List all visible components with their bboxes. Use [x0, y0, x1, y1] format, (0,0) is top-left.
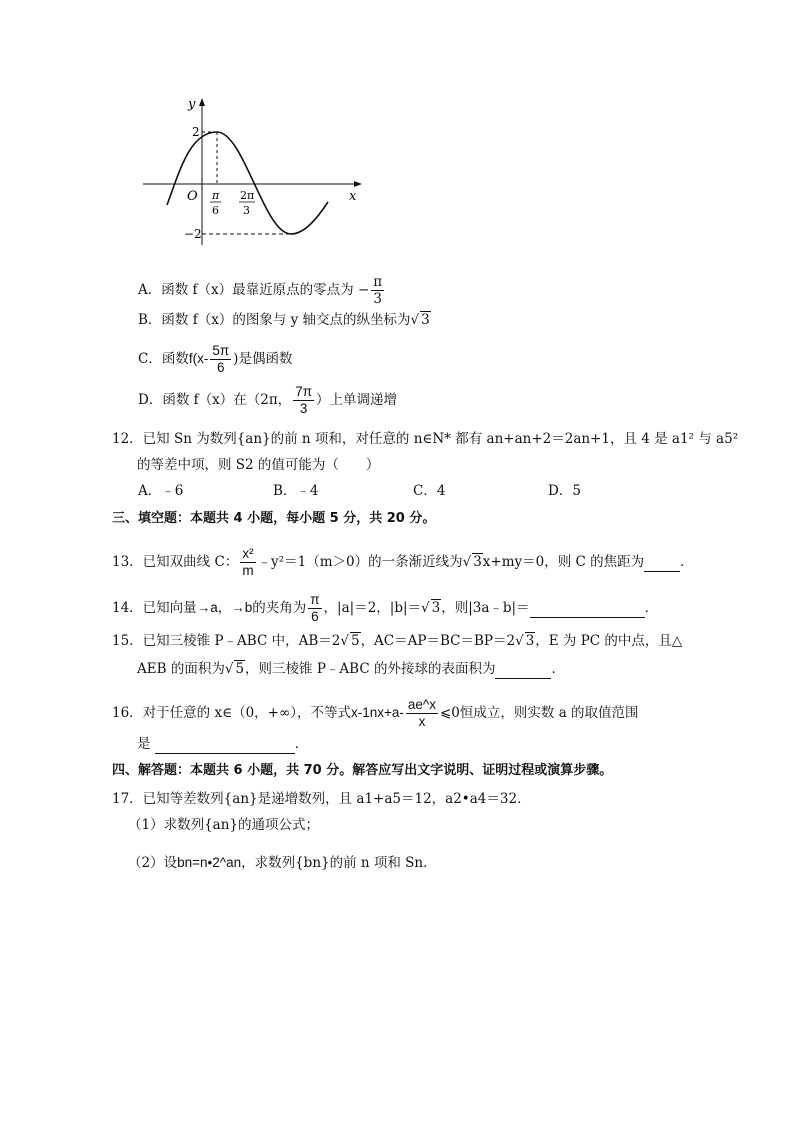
q17-part1: （1）求数列{an}的通项公式； [128, 817, 320, 833]
q15-line1: 15．已知三棱锥 P﹣ABC 中，AB＝2√ 5，AC＝AP＝BC＝BP＝2√ 3，E 为 PC 的中点，且△ [112, 633, 683, 649]
q17-line1: 17．已知等差数列{an}是递增数列，且 a1+a5＝12，a2•a4＝32． [112, 791, 531, 807]
q11-b-sqrt: 3 [421, 312, 430, 328]
q12-line1: 12．已知 Sn 为数列{an}的前 n 项和，对任意的 n∈N* 都有 an+an+2＝2an+1，且 4 是 a1² 与 a5² [112, 431, 739, 447]
q15-line2: AEB 的面积为√ 5，则三棱锥 P﹣ABC 的外接球的表面积为 ． [137, 661, 565, 677]
q13: 13．已知双曲线 C： $\frac{\text{x²}}{m}$ ﹣y²＝1（m＞0）的一条渐近线为√ 3x+my＝0，则 C 的焦距为 ． [112, 546, 694, 578]
q11-a-text: A．函数 f（x）最靠近原点的零点为 [138, 282, 358, 298]
section-3-heading: 三、填空题：本题共 4 小题，每小题 5 分，共 20 分。 [112, 511, 436, 526]
q15-answer-blank[interactable] [495, 660, 551, 679]
y-axis-label: y [188, 97, 196, 112]
q12-choice-a: A．﹣6 [138, 483, 184, 499]
q12-choice-b: B．﹣4 [273, 483, 319, 499]
q11-d-fraction: $\frac{7\pi}{3}$ [295, 384, 313, 416]
x-axis-label: x [349, 189, 357, 204]
y-axis-arrow [199, 98, 205, 106]
q16-answer-blank[interactable] [155, 735, 295, 754]
y-max-label: 2 [192, 125, 200, 139]
origin-label: O [187, 189, 198, 204]
q13-answer-blank[interactable] [644, 553, 680, 572]
sine-graph [140, 92, 370, 252]
q11-c-fraction: $\frac{5\pi}{6}$ [212, 343, 230, 375]
q11-option-c: C．函数f(x- $\frac{5\pi}{6}$ )是偶函数 [138, 343, 293, 375]
q12-line2: 的等差中项，则 S2 的值可能为（ ） [137, 457, 380, 473]
x-axis-arrow [354, 181, 362, 187]
q11-a-fraction: $\frac{\pi}{3}$ [373, 274, 383, 307]
q12-choice-d: D．5 [548, 483, 581, 499]
q11-option-d: D．函数 f（x）在（2π， $\frac{7\pi}{3}$ ）上单调递增 [138, 384, 398, 416]
q11-option-b: B．函数 f（x）的图象与 y 轴交点的纵坐标为√ 3 [138, 312, 430, 328]
section-4-heading: 四、解答题：本题共 6 小题，共 70 分。解答应写出文字说明、证明过程或演算步骤。 [112, 763, 613, 778]
x2-den: 3 [243, 204, 250, 217]
q17-part2: （2）设bn=n•2^an，求数列{bn}的前 n 项和 Sn． [128, 855, 437, 871]
q16-line1: 16．对于任意的 x∈（0，+∞），不等式x-1nx+a- $\frac{ae\^{}x}{x}$ ⩽0恒成立，则实数 a 的取值范围 [112, 697, 639, 729]
sine-curve [167, 132, 328, 234]
x1-den: 6 [212, 204, 219, 217]
q12-choice-c: C．4 [413, 483, 446, 499]
q14: 14．已知向量→a，→b的夹角为 $\frac{\pi}{6}$ ，|a|＝2，|b|＝√ 3，则|3a﹣b|＝ ． [112, 592, 659, 624]
x2-num: 2π [240, 189, 255, 202]
q16-line2: 是 ． [137, 736, 309, 752]
q14-answer-blank[interactable] [530, 599, 645, 618]
q11-option-a: A．函数 f（x）最靠近原点的零点为 − $\frac{\pi}{3}$ [138, 274, 383, 307]
y-min-label: −2 [184, 227, 202, 241]
x1-num: π [212, 189, 220, 202]
